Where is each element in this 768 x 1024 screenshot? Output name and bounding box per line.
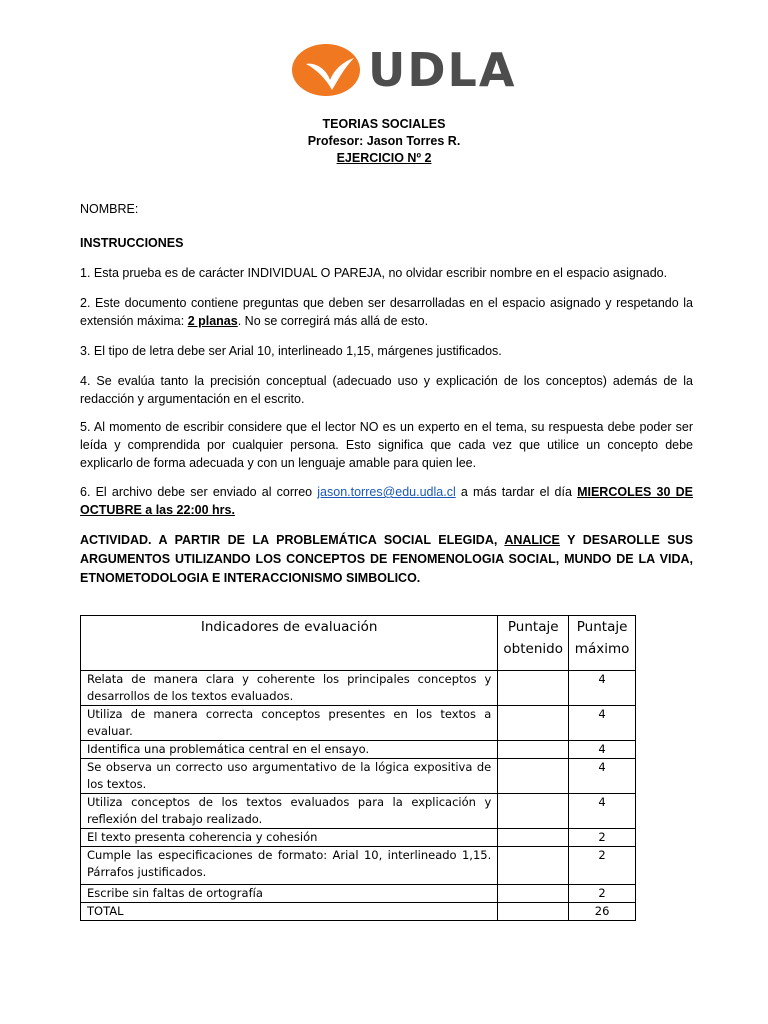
activity-text-tail: Y DESAROLLE SUS ARGUMENTOS UTILIZANDO LOS CONCEPTOS DE FENOMENOLOGIA SOCIAL, MUNDO DE LA VIDA, ETNOMETODOLOGIA E INTERACCIONISMO SIMBOLICO. — [80, 533, 693, 585]
instruction-1-text: 1. Esta prueba es de carácter INDIVIDUAL O PAREJA, no olvidar escribir nombre en el espacio asignado. — [80, 266, 668, 280]
obtained-score-cell[interactable] — [498, 671, 569, 706]
table-row — [81, 847, 636, 885]
obtained-score-cell[interactable] — [498, 706, 569, 741]
max-score-cell: 4 — [569, 759, 636, 794]
indicator-cell: El texto presenta coherencia y cohesión — [81, 829, 498, 847]
indicator-cell: Utiliza de manera correcta conceptos presentes en los textos a evaluar. — [81, 706, 498, 741]
obtained-score-cell[interactable] — [498, 741, 569, 759]
udla-logo-text: UDLA — [368, 43, 517, 97]
activity-statement — [80, 531, 693, 588]
instruction-4 — [80, 372, 693, 408]
professor-line: Profesor: Jason Torres R. — [307, 134, 461, 148]
max-score-cell: 4 — [569, 741, 636, 759]
instruction-4-text: 4. Se evalúa tanto la precisión conceptual (adecuado uso y explicación de los conceptos) además de la redacción y argumentación en el escrito. — [80, 374, 693, 406]
deadline-emphasis: MIERCOLES 30 DE OCTUBRE a las 22:00 hrs. — [80, 485, 693, 517]
udla-logo — [292, 42, 517, 98]
instruction-5-text: 5. Al momento de escribir considere que el lector NO es un experto en el tema, su respuesta debe poder ser leída y comprendida por cualquier persona. Esto significa que cada vez que utilice un concepto debe explicarlo de forma adecuada y con un lenguaje amable para quien lee. — [80, 420, 693, 470]
table-row — [81, 671, 636, 706]
instruction-6 — [80, 483, 693, 519]
table-row — [81, 706, 636, 741]
indicator-cell: Identifica una problemática central en el ensayo. — [81, 741, 498, 759]
indicator-cell: Se observa un correcto uso argumentativo de la lógica expositiva de los textos. — [81, 759, 498, 794]
table-row — [81, 794, 636, 829]
instruction-2 — [80, 294, 693, 330]
obtained-score-cell[interactable] — [498, 759, 569, 794]
table-row — [81, 829, 636, 847]
max-score-cell: 4 — [569, 706, 636, 741]
activity-text: ACTIVIDAD. A PARTIR DE LA PROBLEMÁTICA SOCIAL ELEGIDA, — [80, 533, 505, 547]
table-row — [81, 885, 636, 903]
indicator-cell: Cumple las especificaciones de formato: Arial 10, interlineado 1,15. Párrafos justificados. — [81, 847, 498, 885]
indicator-cell: Relata de manera clara y coherente los principales conceptos y desarrollos de los textos evaluados. — [81, 671, 498, 706]
max-score-cell: 4 — [569, 794, 636, 829]
instruction-3 — [80, 342, 693, 360]
total-label-cell: TOTAL — [81, 903, 498, 921]
document-header — [0, 116, 768, 167]
udla-logo-mark-icon — [292, 42, 362, 98]
professor-email-link[interactable]: jason.torres@edu.udla.cl — [317, 485, 456, 499]
table-header-row — [81, 616, 636, 671]
max-score-cell: 2 — [569, 847, 636, 885]
total-obtained-cell[interactable] — [498, 903, 569, 921]
obtained-score-cell[interactable] — [498, 794, 569, 829]
instructions-heading: INSTRUCCIONES — [80, 236, 184, 250]
instruction-6-text: 6. El archivo debe ser enviado al correo — [80, 485, 318, 499]
indicator-cell: Escribe sin faltas de ortografía — [81, 885, 498, 903]
indicator-cell: Utiliza conceptos de los textos evaluados para la explicación y reflexión del trabajo realizado. — [81, 794, 498, 829]
evaluation-table — [80, 615, 636, 921]
activity-keyword: ANALICE — [504, 533, 560, 547]
instruction-2-tail: . No se corregirá más allá de esto. — [237, 314, 429, 328]
table-row — [81, 759, 636, 794]
instruction-5 — [80, 418, 693, 472]
instruction-2-text: 2. Este documento contiene preguntas que deben ser desarrolladas en el espacio asignado y respetando la extensión máxima: — [80, 296, 693, 328]
max-score-cell: 2 — [569, 885, 636, 903]
instruction-3-text: 3. El tipo de letra debe ser Arial 10, interlineado 1,15, márgenes justificados. — [80, 344, 502, 358]
header-max: Puntaje máximo — [569, 616, 636, 671]
exercise-title: EJERCICIO Nº 2 — [336, 151, 432, 165]
max-length-emphasis: 2 planas — [187, 314, 238, 328]
table-total-row — [81, 903, 636, 921]
instruction-6-mid: a más tardar el día — [455, 485, 578, 499]
course-title: TEORIAS SOCIALES — [322, 117, 446, 131]
max-score-cell: 4 — [569, 671, 636, 706]
obtained-score-cell[interactable] — [498, 829, 569, 847]
header-indicators: Indicadores de evaluación — [81, 616, 498, 671]
total-max-cell: 26 — [569, 903, 636, 921]
instruction-1 — [80, 264, 693, 282]
header-obtained: Puntaje obtenido — [498, 616, 569, 671]
name-field-label: NOMBRE: — [80, 202, 139, 216]
table-row — [81, 741, 636, 759]
obtained-score-cell[interactable] — [498, 885, 569, 903]
max-score-cell: 2 — [569, 829, 636, 847]
obtained-score-cell[interactable] — [498, 847, 569, 885]
